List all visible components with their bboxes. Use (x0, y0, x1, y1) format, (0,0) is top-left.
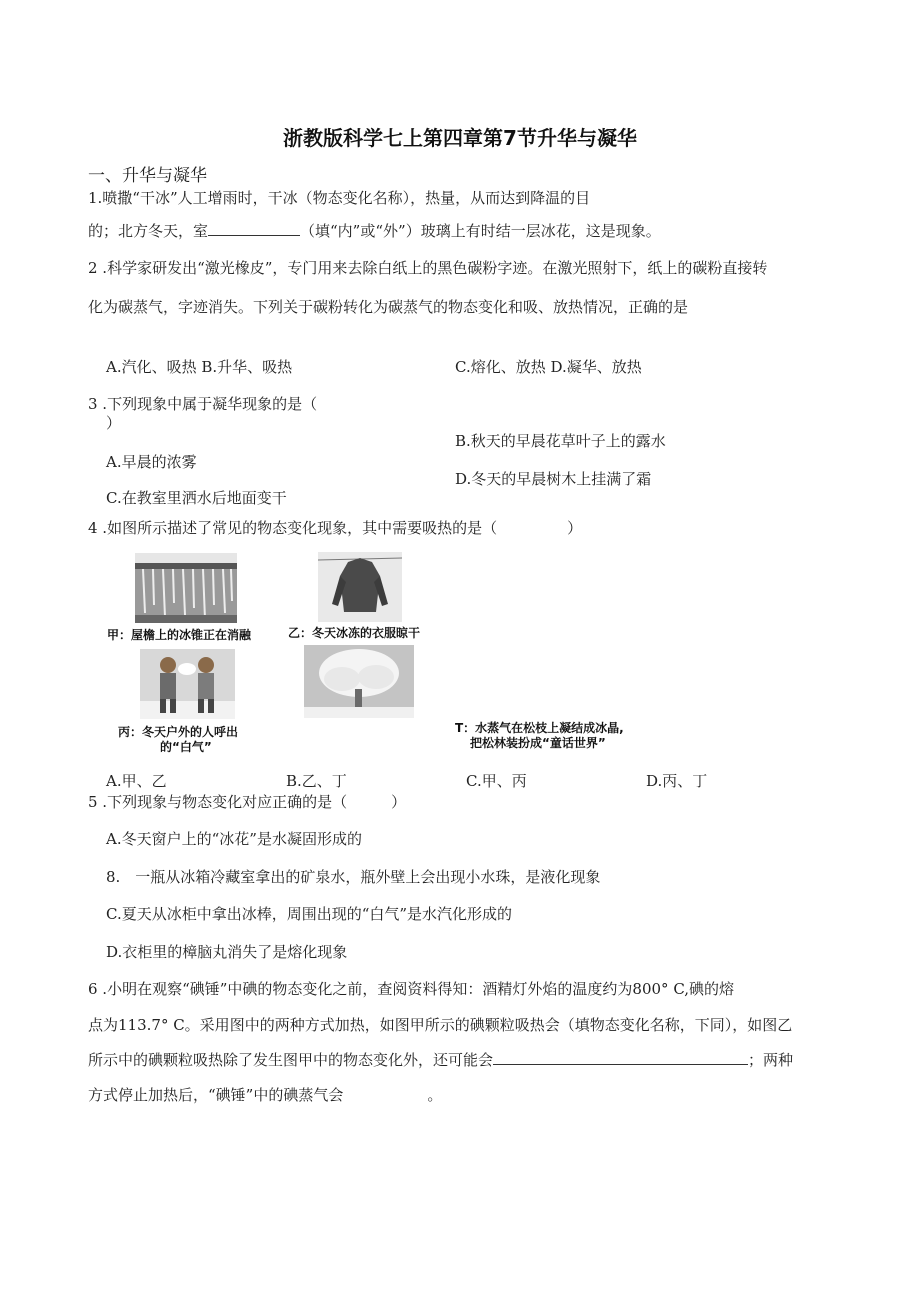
caption-bing-line2: 的“白气” (160, 740, 212, 754)
q3-option-c: C.在教室里洒水后地面变干 (106, 489, 287, 507)
caption-ding-line2: 把松林装扮成“童话世界” (470, 736, 606, 750)
q3-option-a: A.早晨的浓雾 (106, 453, 197, 471)
q2-option-cd: C.熔化、放热 D.凝华、放热 (455, 358, 642, 376)
q3-stem-end: ） (106, 414, 122, 432)
page-title: 浙教版科学七上第四章第7节升华与凝华 (283, 126, 637, 150)
caption-ding-line1: T：水蒸气在松枝上凝结成冰晶, (455, 721, 624, 735)
q4-stem (88, 517, 582, 538)
people-icon (140, 649, 235, 719)
caption-jia: 甲：屋檐上的冰锥正在消融 (107, 628, 252, 642)
q1-line2 (88, 220, 661, 241)
q4-stem-end: ） (567, 519, 583, 537)
frosted-tree-image (304, 645, 414, 718)
q5-option-d: D.衣柜里的樟脑丸消失了是熔化现象 (106, 943, 348, 961)
q4-stem-text: 4 .如图所示描述了常见的物态变化现象，其中需要吸热的是（ (88, 519, 498, 537)
q3-option-b: B.秋天的早晨花草叶子上的露水 (455, 432, 666, 450)
q1-blank[interactable] (208, 221, 300, 236)
q2-option-ab: A.汽化、吸热 B.升华、吸热 (106, 358, 293, 376)
q4-option-c: C.甲、丙 (466, 772, 527, 790)
q6-line4-end: 。 (427, 1086, 443, 1104)
q5-stem-end: ） (391, 793, 407, 811)
q3-stem: 3 .下列现象中属于凝华现象的是（ (88, 395, 318, 413)
q6-line2: 点为113.7° C。采用图中的两种方式加热，如图甲所示的碘颗粒吸热会（填物态变化名称，下同），如图乙 (88, 1016, 793, 1034)
section-heading: 一、升华与凝华 (88, 166, 207, 186)
q5-stem-text: 5 .下列现象与物态变化对应正确的是（ (88, 793, 348, 811)
q6-line3-end: ；两种 (748, 1051, 794, 1069)
q1-line2-b: （填“内”或“外”）玻璃上有时结一层冰花，这是现象。 (300, 222, 661, 240)
q5-option-c: C.夏天从冰柜中拿出冰棒，周围出现的“白气”是水汽化形成的 (106, 905, 513, 923)
q5-option-b: 8. 一瓶从冰箱冷藏室拿出的矿泉水，瓶外壁上会出现小水珠，是液化现象 (106, 868, 601, 886)
icicles-icon (135, 553, 237, 623)
tree-icon (304, 645, 414, 718)
q2-line2: 化为碳蒸气，字迹消失。下列关于碳粉转化为碳蒸气的物态变化和吸、放热情况，正确的是 (88, 298, 689, 316)
q6-line3 (88, 1049, 793, 1070)
frozen-clothes-image (318, 552, 402, 622)
shirt-icon (318, 552, 402, 622)
caption-bing-line1: 丙：冬天户外的人呼出 (118, 725, 239, 739)
q6-line3-text: 所示中的碘颗粒吸热除了发生图甲中的物态变化外，还可能会 (88, 1051, 494, 1069)
q6-blank-1[interactable] (493, 1050, 748, 1065)
q4-option-a: A.甲、乙 (106, 772, 167, 790)
q1-line1: 1.喷撒“干冰”人工增雨时，干冰（物态变化名称），热量，从而达到降温的目 (88, 189, 591, 207)
icicles-image (135, 553, 237, 623)
q4-option-b: B.乙、丁 (286, 772, 347, 790)
q2-line1: 2 .科学家研发出“激光橡皮”，专门用来去除白纸上的黑色碳粉字迹。在激光照射下，纸上的碳粉直接转 (88, 259, 768, 277)
q5-option-a: A.冬天窗户上的“冰花”是水凝固形成的 (106, 830, 362, 848)
q6-line1: 6 .小明在观察“碘锤”中碘的物态变化之前，查阅资料得知：酒精灯外焰的温度约为800° C,碘的熔 (88, 980, 735, 998)
q3-option-d: D.冬天的早晨树木上挂满了霜 (455, 470, 652, 488)
q6-line4 (88, 1084, 442, 1105)
caption-yi: 乙：冬天冰冻的衣服晾干 (288, 626, 421, 640)
q4-option-d: D.丙、丁 (646, 772, 708, 790)
q5-stem (88, 791, 406, 812)
people-breath-image (140, 649, 235, 719)
q1-line2-a: 的；北方冬天，室 (88, 222, 209, 240)
q6-line4-text: 方式停止加热后，“碘锤”中的碘蒸气会 (88, 1086, 344, 1104)
